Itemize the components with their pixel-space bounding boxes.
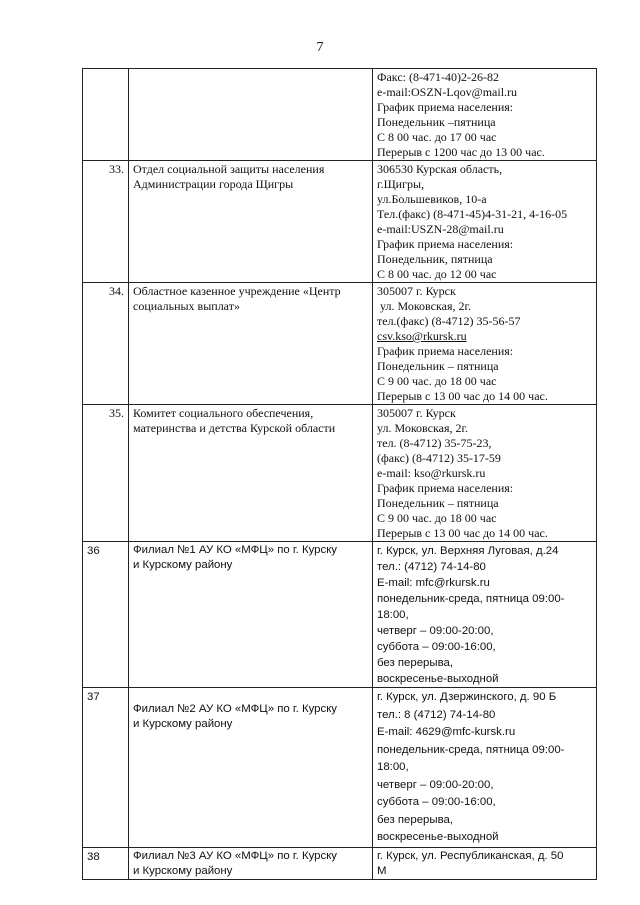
institution-name-line: и Курскому району [133,864,233,877]
contact-line: С 9 00 час. до 18 00 час [377,374,497,388]
contact-line: С 8 00 час. до 12 00 час [377,267,497,281]
row-number: 34. [83,283,129,405]
institution-name-line: Областное казенное учреждение «Центр [133,284,341,298]
contact-line: С 8 00 час. до 17 00 час [377,130,497,144]
contact-line: График приема населения: [377,344,514,358]
contact-line: тел.: (4712) 74-14-80 [377,561,486,573]
contact-info-cell [373,847,597,879]
institution-name-line: Комитет социального обеспечения, [133,406,314,420]
contact-line: воскресенье-выходной [377,831,499,843]
institution-name-line: Филиал №1 АУ КО «МФЦ» по г. Курску [133,544,338,556]
contact-line: г. Курск, ул. Верхняя Луговая, д.24 [377,545,559,557]
contact-line: (факс) (8-4712) 35-17-59 [377,451,501,465]
contact-line: ул.Большевиков, 10-а [377,192,487,206]
institution-name-line: и Курскому району [133,718,233,730]
contact-line: тел.(факс) (8-4712) 35-56-57 [377,314,521,328]
contact-email: e-mail: kso@rkursk.ru [377,466,486,480]
contact-info-cell [373,283,597,405]
contact-info-cell [373,161,597,283]
row-number: 37 [83,688,129,848]
contact-line: тел. (8-4712) 35-75-23, [377,436,492,450]
contact-email: E-mail: mfc@rkursk.ru [377,577,490,589]
contact-email: e-mail:USZN-28@mail.ru [377,222,504,236]
institution-name-cell [129,542,373,688]
contact-line: 306530 Курская область, [377,162,503,176]
contact-line: 18:00, [377,761,409,773]
institution-name-cell [129,283,373,405]
contact-line: четверг – 09:00-20:00, [377,625,494,637]
contact-line: Понедельник – пятница [377,496,499,510]
contact-line: понедельник-среда, пятница 09:00- [377,743,565,756]
contact-line: г. Курск, ул. Республиканская, д. 50 [377,849,564,862]
table-row [83,542,597,688]
contact-line: ул. Моковская, 2г. [377,421,469,435]
contact-line: М [377,864,387,877]
contact-info-cell [373,69,597,161]
row-number: 36 [83,542,129,688]
contact-line: Понедельник –пятница [377,115,496,129]
institution-name-cell [129,847,373,879]
contact-email: E-mail: 4629@mfc-kursk.ru [377,726,516,738]
contact-line: Перерыв с 1200 час до 13 00 час. [377,145,545,159]
institution-name-line: Филиал №3 АУ КО «МФЦ» по г. Курску [133,849,338,862]
contact-line: 305007 г. Курск [377,406,456,420]
institution-name-cell [129,161,373,283]
institutions-table [82,68,597,880]
contact-line: Понедельник, пятница [377,252,493,266]
table-row [83,405,597,542]
contact-line: График приема населения: [377,481,514,495]
row-number: 33. [83,161,129,283]
contact-line: График приема населения: [377,237,514,251]
contact-line: ул. Моковская, 2г. [377,299,472,313]
contact-line: воскресенье-выходной [377,673,499,685]
row-number [83,69,129,161]
contact-line: Перерыв с 13 00 час до 14 00 час. [377,389,548,403]
contact-line: г. Курск, ул. Дзержинского, д. 90 Б [377,691,557,703]
contact-line: График приема населения: [377,100,514,114]
email-link[interactable]: csv.kso@rkursk.ru [377,329,467,343]
contact-line: Тел.(факс) (8-471-45)4-31-21, 4-16-05 [377,207,568,221]
contact-line: Факс: (8-471-40)2-26-82 [377,70,499,84]
table-row [83,283,597,405]
table-row [83,688,597,848]
page-number: 7 [316,40,324,55]
table-row [83,161,597,283]
institution-name-line: Филиал №2 АУ КО «МФЦ» по г. Курску [133,703,338,715]
contact-line: 18:00, [377,609,409,621]
table-row [83,69,597,161]
contact-line: четверг – 09:00-20:00, [377,778,494,791]
contact-line: без перерыва, [377,657,453,669]
institution-name-line: Отдел социальной защиты населения [133,162,325,176]
institution-name-cell [129,405,373,542]
contact-email: e-mail:OSZN-Lqov@mail.ru [377,85,518,99]
contact-line: суббота – 09:00-16:00, [377,796,496,808]
contact-line: суббота – 09:00-16:00, [377,641,496,653]
row-number: 35. [83,405,129,542]
contact-line: г.Щигры, [377,177,425,191]
contact-info-cell [373,405,597,542]
contact-line: Перерыв с 13 00 час до 14 00 час. [377,526,548,540]
institution-name-cell [129,69,373,161]
table-row [83,847,597,879]
contact-line: Понедельник – пятница [377,359,499,373]
institution-name-line: социальных выплат» [133,299,240,313]
institution-name-line: материнства и детства Курской области [133,421,336,435]
contact-line: тел.: 8 (4712) 74-14-80 [377,708,496,721]
contact-line: 305007 г. Курск [377,284,456,298]
contact-info-cell [373,688,597,848]
contact-line: понедельник-среда, пятница 09:00- [377,593,565,605]
contact-line: С 9 00 час. до 18 00 час [377,511,497,525]
row-number: 38 [83,847,129,879]
contact-line: без перерыва, [377,813,453,826]
institution-name-cell [129,688,373,848]
contact-info-cell [373,542,597,688]
institution-name-line: и Курскому району [133,559,233,571]
institution-name-line: Администрации города Щигры [133,177,294,191]
